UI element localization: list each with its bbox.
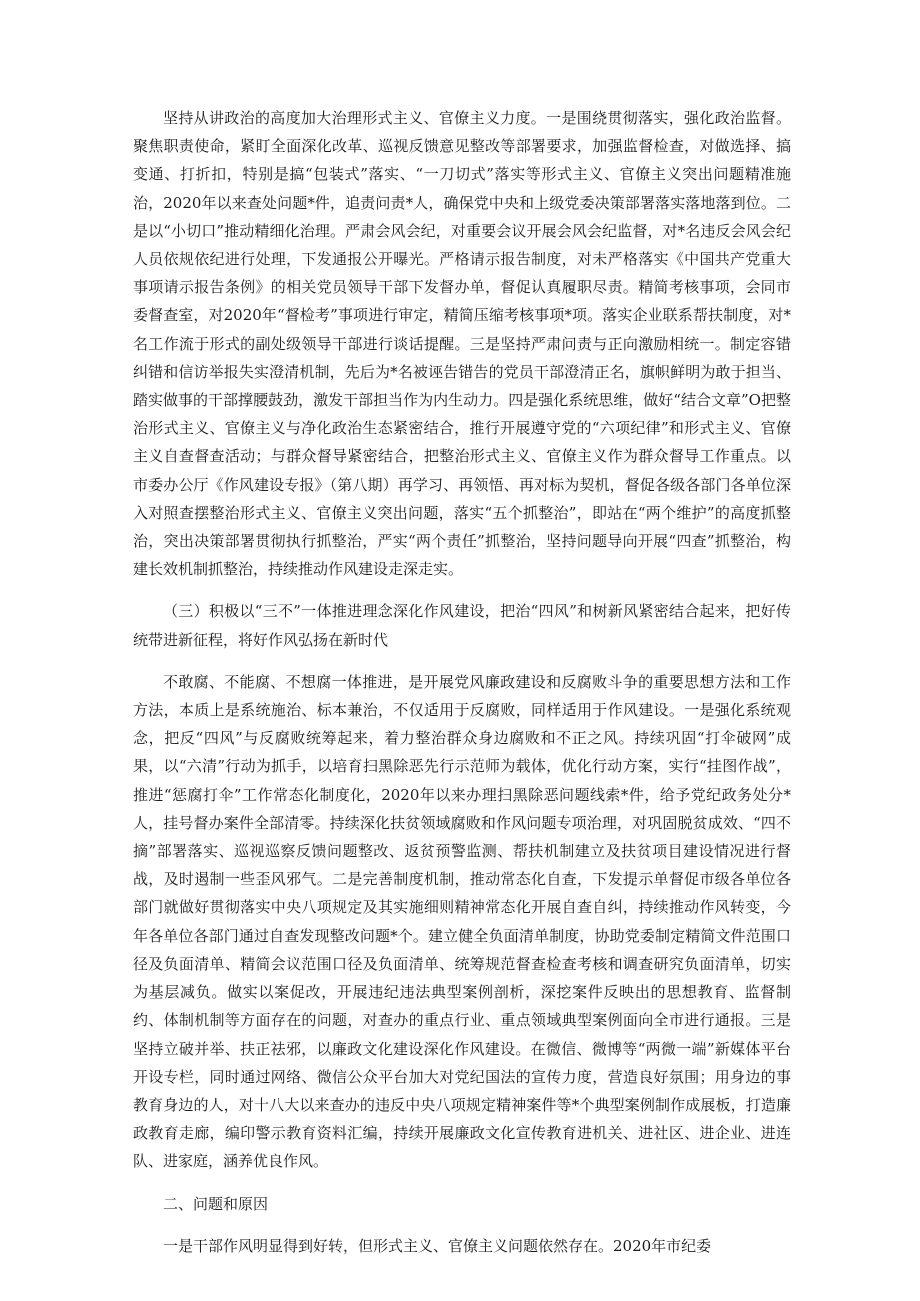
body-paragraph-anticorruption: 不敢腐、不能腐、不想腐一体推进，是开展党风廉政建设和反腐败斗争的重要思想方法和工作方法，本质上是系统施治、标本兼治，不仅适用于反腐败，同样适用于作风建设。一是强化系统观念，把反“四风”与反腐败统筹起来，着力整治群众身边腐败和不正之风。持续巩固“打伞破网”成果，以“六清”行动为抓手，以培育扫黑除恶先行示范师为载体，优化行动方案，实行“挂图作战”，推进“惩腐打伞”工作常态化制度化，2020年以来办理扫黑除恶问题线索*件，给予党纪政务处分*人，挂号督办案件全部清零。持续深化扶贫领域腐败和作风问题专项治理，对巩固脱贫成效、“四不摘”部署落实、巡视巡察反馈问题整改、返贫预警监测、帮扶机制建立及扶贫项目建设情况进行督战，及时遏制一些歪风邪气。二是完善制度机制，推动常态化自查，下发提示单督促市级各单位各部门就做好贯彻落实中央八项规定及其实施细则精神常态化开展自查自纠，持续推动作风转变，今年各单位各部门通过自查发现整改问题*个。建立健全负面清单制度，协助党委制定精简文件范围口径及负面清单、精简会议范围口径及负面清单、统筹规范督查检查考核和调查研究负面清单，切实为基层减负。做实以案促改，开展违纪违法典型案例剖析，深挖案件反映出的思想教育、监督制约、体制机制等方面存在的问题，对查办的重点行业、重点领域典型案例面向全市进行通报。三是坚持立破并举、扶正祛邪，以廉政文化建设深化作风建设。在微信、微博等“两微一端”新媒体平台开设专栏，同时通过网络、微信公众平台加大对党纪国法的宣传力度，营造良好氛围；用身边的事教育身边的人，对十八大以来查办的违反中央八项规定精神案件等*个典型案例制作成展板，打造廉政教育走廊，编印警示教育资料汇编，持续开展廉政文化宣传教育进机关、进社区、进企业、进连队、进家庭，涵养优良作风。: [133, 672, 791, 1171]
document-page: [133, 104, 791, 1260]
section-heading-problems: 二、问题和原因: [163, 1194, 269, 1213]
body-paragraph-problems: 一是干部作风明显得到好转，但形式主义、官僚主义问题依然存在。2020年市纪委: [163, 1236, 712, 1255]
subheading-three-nots: （三）积极以“三不”一体推进理念深化作风建设，把治“四风”和树新风紧密结合起来，把好传统带进新征程，将好作风弘扬在新时代: [133, 602, 791, 649]
body-paragraph-formalism: 坚持从讲政治的高度加大治理形式主义、官僚主义力度。一是围绕贯彻落实，强化政治监督。聚焦职责使命，紧盯全面深化改革、巡视反馈意见整改等部署要求，加强监督检查，对做选择、搞变通、打折扣，特别是搞“包装式”落实、“一刀切式”落实等形式主义、官僚主义突出问题精准施治，2020年以来查处问题*件，追责问责*人，确保党中央和上级党委决策部署落实落地落到位。二是以“小切口”推动精细化治理。严肃会风会纪，对重要会议开展会风会纪监督，对*名违反会风会纪人员依规依纪进行处理，下发通报公开曝光。严格请示报告制度，对未严格落实《中国共产党重大事项请示报告条例》的相关党员领导干部下发督办单，督促认真履职尽责。精简考核事项，会同市委督查室，对2020年“督检考”事项进行审定，精简压缩考核事项*项。落实企业联系帮扶制度，对*名工作流于形式的副处级领导干部进行谈话提醒。三是坚持严肃问责与正向激励相统一。制定容错纠错和信访举报失实澄清机制，先后为*名被诬告错告的党员干部澄清正名，旗帜鲜明为敢于担当、踏实做事的干部撑腰鼓劲，激发干部担当作为内生动力。四是强化系统思维，做好“结合文章”O把整治形式主义、官僚主义与净化政治生态紧密结合，推行开展遵守党的“六项纪律”和形式主义、官僚主义自查督查活动；与群众督导紧密结合，把整治形式主义、官僚主义作为群众督导工作重点。以市委办公厅《作风建设专报》（第八期）再学习、再领悟、再对标为契机，督促各级各部门各单位深入对照查摆整治形式主义、官僚主义突出问题，落实“五个抓整治”，即站在“两个维护”的高度抓整治，突出决策部署贯彻执行抓整治，严实“两个责任”抓整治，坚持问题导向开展“四查”抓整治，构建长效机制抓整治，持续推动作风建设走深走实。: [133, 109, 791, 579]
